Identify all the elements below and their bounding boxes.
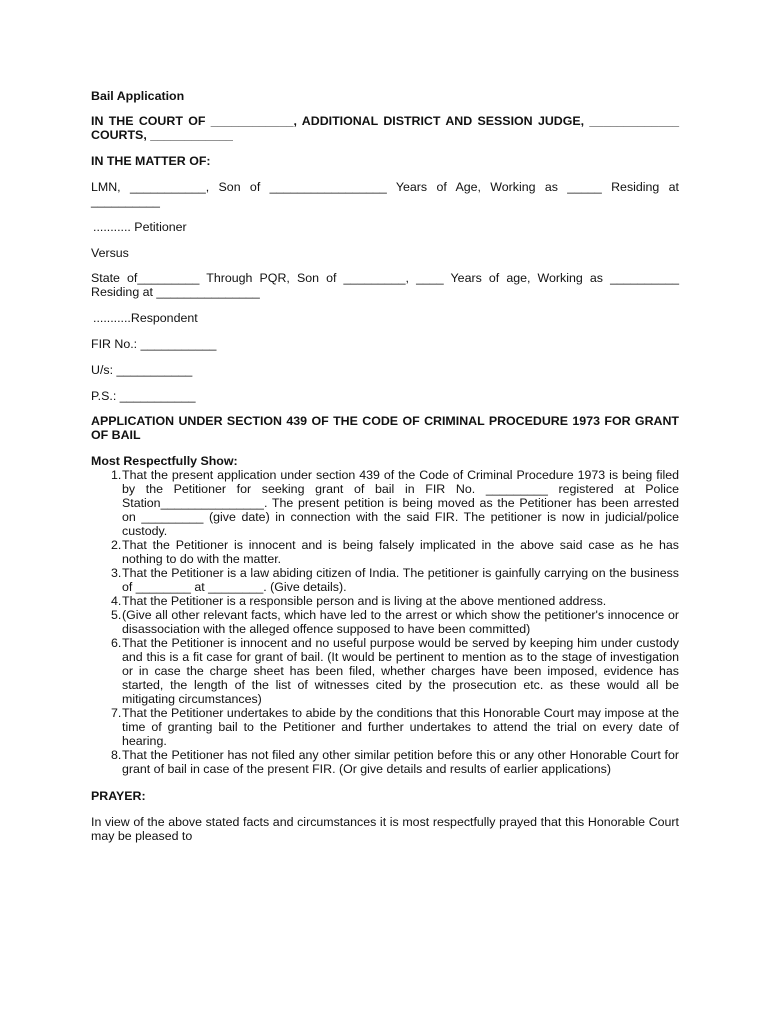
list-item [91, 566, 679, 594]
respondent-label: ...........Respondent [93, 311, 198, 325]
list-item-text: That the Petitioner has not filed any other similar petition before this or any other Honorable Court for grant of bail in case of the present FIR. (Or give details and results of earlier applications) [122, 748, 679, 776]
list-item-text: (Give all other relevant facts, which have led to the arrest or which show the petitioner's innocence or disassociation with the alleged offence supposed to have been committed) [122, 608, 679, 636]
list-item-text: That the present application under section 439 of the Code of Criminal Procedure 1973 is being filed by the Petitioner for seeking grant of bail in FIR No. _________ registered at Police Station_______________. The present petition is being moved as the Petitioner has been arrested on _________ (give date) in connection with the said FIR. The petitioner is now in judicial/police custody. [122, 468, 679, 538]
show-heading: Most Respectfully Show: [91, 454, 238, 468]
list-item-number: 3. [111, 566, 122, 580]
list-item-text: That the Petitioner is a responsible person and is living at the above mentioned address. [122, 594, 607, 608]
application-heading: APPLICATION UNDER SECTION 439 OF THE CODE OF CRIMINAL PROCEDURE 1973 FOR GRANT OF BAIL [91, 414, 679, 442]
list-item-number: 4. [111, 594, 122, 608]
list-item-number: 5. [111, 608, 122, 622]
under-section: U/s: ___________ [91, 363, 193, 377]
prayer-text: In view of the above stated facts and circumstances it is most respectfully prayed that this Honorable Court may be pleased to [91, 815, 679, 843]
matter-heading: IN THE MATTER OF: [91, 154, 211, 168]
points-list [91, 468, 679, 776]
petitioner-details: LMN, ___________, Son of _________________ Years of Age, Working as _____ Residing at __________ [91, 180, 679, 208]
list-item-number: 7. [111, 706, 122, 720]
list-item-number: 6. [111, 636, 122, 650]
list-item-number: 8. [111, 748, 122, 762]
document-body [91, 89, 679, 843]
respondent-details: State of_________ Through PQR, Son of _________, ____ Years of age, Working as __________ Residing at _______________ [91, 271, 679, 299]
fir-number: FIR No.: ___________ [91, 337, 217, 351]
list-item [91, 748, 679, 776]
list-item [91, 636, 679, 706]
court-line: IN THE COURT OF ____________, ADDITIONAL DISTRICT AND SESSION JUDGE, _____________ COURTS, ____________ [91, 114, 679, 142]
list-item-text: That the Petitioner is innocent and no useful purpose would be served by keeping him under custody and this is a fit case for grant of bail. (It would be pertinent to mention as to the stage of investigation or in case the charge sheet has been filed, whether charges have been imposed, evidence has started, the length of the list of witnesses cited by the prosecution etc. as these would all be mitigating circumstances) [122, 636, 679, 706]
list-item-text: That the Petitioner undertakes to abide by the conditions that this Honorable Court may impose at the time of granting bail to the Petitioner and further undertakes to attend the trial on every date of hearing. [122, 706, 679, 748]
list-item [91, 706, 679, 748]
list-item-text: That the Petitioner is a law abiding citizen of India. The petitioner is gainfully carrying on the business of ________ at ________. (Give details). [122, 566, 679, 594]
list-item-number: 2. [111, 538, 122, 552]
versus-label: Versus [91, 246, 129, 260]
prayer-heading: PRAYER: [91, 789, 146, 803]
list-item [91, 468, 679, 538]
police-station: P.S.: ___________ [91, 389, 196, 403]
list-item [91, 608, 679, 636]
list-item-number: 1. [111, 468, 122, 482]
list-item-text: That the Petitioner is innocent and is being falsely implicated in the above said case as he has nothing to do with the matter. [122, 538, 679, 566]
list-item [91, 594, 679, 608]
document-title: Bail Application [91, 89, 185, 103]
list-item [91, 538, 679, 566]
petitioner-label: ........... Petitioner [93, 220, 187, 234]
